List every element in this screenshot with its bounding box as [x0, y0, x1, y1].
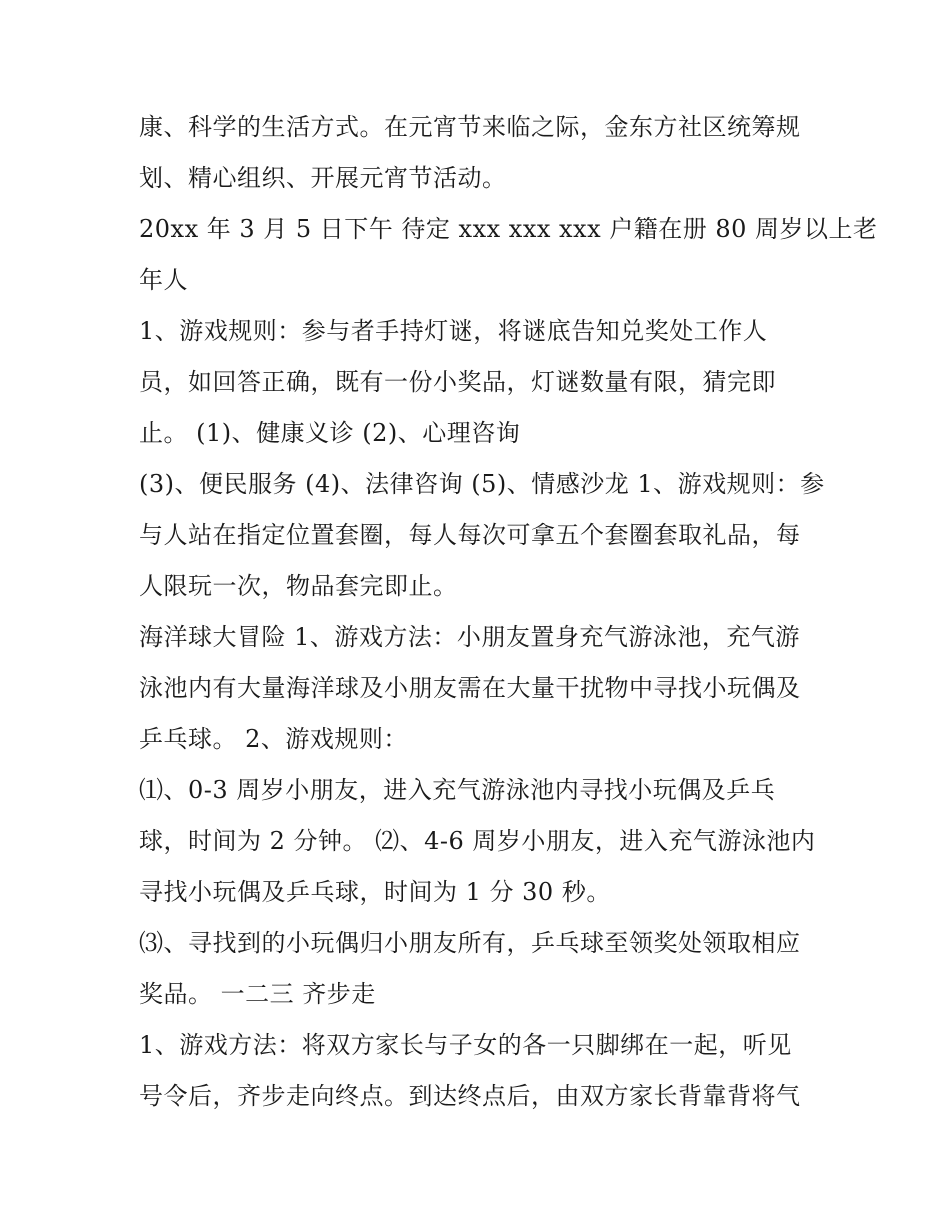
- text-line: 海洋球大冒险 1、游戏方法：小朋友置身充气游泳池，充气游: [139, 623, 800, 651]
- text-line: 止。 (1)、健康义诊 (2)、心理咨询: [139, 419, 521, 447]
- text-line: 奖品。 一二三 齐步走: [139, 980, 376, 1008]
- text-line: 康、科学的生活方式。在元宵节来临之际，金东方社区统筹规: [139, 113, 801, 141]
- text-line: (3)、便民服务 (4)、法律咨询 (5)、情感沙龙 1、游戏规则：参: [139, 470, 825, 498]
- text-line: 年人: [139, 266, 188, 294]
- document-body: [139, 102, 878, 1122]
- text-line: 泳池内有大量海洋球及小朋友需在大量干扰物中寻找小玩偶及: [139, 674, 801, 702]
- text-line: 球，时间为 2 分钟。 ⑵、4-6 周岁小朋友，进入充气游泳池内: [139, 827, 816, 855]
- text-line: 乒乓球。 2、游戏规则：: [139, 725, 408, 753]
- text-line: 1、游戏规则：参与者手持灯谜，将谜底告知兑奖处工作人: [139, 317, 768, 345]
- text-line: 号令后，齐步走向终点。到达终点后，由双方家长背靠背将气: [139, 1082, 801, 1110]
- text-line: 划、精心组织、开展元宵节活动。: [139, 164, 507, 192]
- text-line: ⑴、0-3 周岁小朋友，进入充气游泳池内寻找小玩偶及乒乓: [139, 776, 776, 804]
- text-line: 寻找小玩偶及乒乓球，时间为 1 分 30 秒。: [139, 878, 611, 906]
- text-line: 与人站在指定位置套圈，每人每次可拿五个套圈套取礼品，每: [139, 521, 801, 549]
- text-line: 1、游戏方法：将双方家长与子女的各一只脚绑在一起，听见: [139, 1031, 792, 1059]
- text-line: 人限玩一次，物品套完即止。: [139, 572, 458, 600]
- text-line: ⑶、寻找到的小玩偶归小朋友所有，乒乓球至领奖处领取相应: [139, 929, 801, 957]
- text-line: 员，如回答正确，既有一份小奖品，灯谜数量有限，猜完即: [139, 368, 776, 396]
- text-line: 20xx 年 3 月 5 日下午 待定 xxx xxx xxx 户籍在册 80 周岁以上老: [139, 215, 878, 243]
